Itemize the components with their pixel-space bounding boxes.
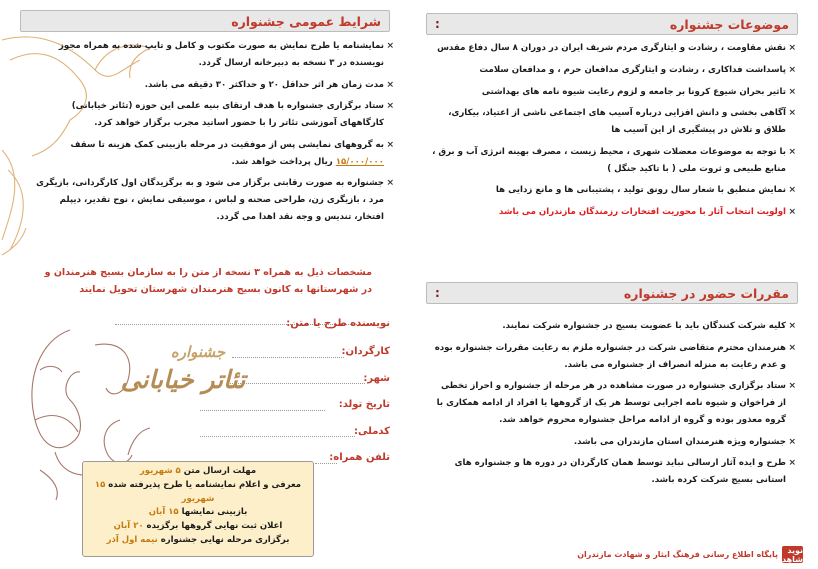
phone-line xyxy=(315,463,337,464)
condition-item: × مدت زمان هر اثر حداقل ۲۰ و حداکثر ۳۰ دقیقه می باشد. xyxy=(30,77,394,94)
birthdate-label: تاریخ تولد: xyxy=(338,399,390,410)
footer-logo-text: پایگاه اطلاع رسانی فرهنگ ایثار و شهادت مازندران xyxy=(577,550,778,559)
rule-item: × جشنواره ویژه هنرمندان استان مازندران می باشد. xyxy=(432,434,796,451)
swirl-ornament-icon xyxy=(2,150,26,255)
phone-label: تلفن همراه: xyxy=(329,452,390,463)
support-continuation: پرداخت خواهد شد. xyxy=(231,156,311,167)
support-currency: ریال xyxy=(313,156,333,167)
birthdate-line xyxy=(200,410,325,411)
navid-shahed-logo: نوید شاهد xyxy=(781,545,803,564)
general-conditions-title: شرایط عمومی جشنواره xyxy=(231,13,381,29)
general-conditions-list xyxy=(30,38,394,231)
topic-item: × آگاهی بخشی و دانش افزایی درباره آسیب های اجتماعی ناشی از اعتیاد، بیکاری، طلاق و تلاش در پیشگیری از این آسیب ها xyxy=(432,105,796,139)
topic-item: × پاسداشت فداکاری ، رشادت و ایثارگری مدافعان حرم ، و مدافعان سلامت xyxy=(432,62,796,79)
festival-name: تئاتر خیابانی xyxy=(120,365,246,394)
topics-header xyxy=(426,13,798,35)
priority-item: × اولویت انتخاب آثار با محوریت افتخارات رزمندگان مازندران می باشد xyxy=(432,204,796,221)
city-label: شهر: xyxy=(363,373,390,384)
rules-title: مقررات حضور در جشنواره xyxy=(623,285,789,301)
condition-item: × جشنواره به صورت رقابتی برگزار می شود و به برگزیدگان اول کارگردانی، بازیگری مرد ، بازیگری زن، طراحی صحنه و لباس ، موسیقی نمایش ، نوح تقدیر، دیپلم افتخار، تندیس و وجه نقد اهدا می گردد. xyxy=(30,175,394,225)
rule-item: × کلیه شرکت کنندگان باید با عضویت بسیج در جشنواره شرکت نمایند. xyxy=(432,318,796,335)
condition-item: × نمایشنامه یا طرح نمایش به صورت مکتوب و کامل و تایپ شده به همراه مجوز نویسنده در ۳ نسخه به دبیرخانه ارسال گردد. xyxy=(30,38,394,72)
national-code-label: کدملی: xyxy=(354,426,390,437)
rules-list xyxy=(432,318,796,494)
deadline-row: معرفی و اعلام نمایشنامه یا طرح پذیرفته شده ۱۵ شهریور xyxy=(94,479,302,504)
rule-item: × طرح و ایده آثار ارسالی نباید توسط همان کارگردان در دوره ها و جشنواره های استانی بسیج شرکت کرده باشد. xyxy=(432,455,796,489)
topic-item: × نقش مقاومت ، رشادت و ایثارگری مردم شریف ایران در دوران ۸ سال دفاع مقدس xyxy=(432,40,796,57)
deadline-row: بازبینی نمایشها ۱۵ آبان xyxy=(148,507,248,518)
general-conditions-header xyxy=(20,10,390,32)
director-label: کارگردان: xyxy=(341,346,390,357)
national-code-line xyxy=(200,436,355,437)
festival-label: جشنواره xyxy=(170,343,226,361)
topic-item: × نمایش منطبق با شعار سال رونق تولید ، پشتیبانی ها و مانع زدایی ها xyxy=(432,182,796,199)
topic-item: × تاثیر بحران شیوع کرونا بر جامعه و لزوم رعایت شیوه نامه های بهداشتی xyxy=(432,84,796,101)
support-text: به گروههای نمایشی پس از موفقیت در مرحله بازبینی کمک هزینه تا سقف xyxy=(70,139,384,150)
rule-item: × هنرمندان محترم متقاضی شرکت در جشنواره ملزم به رعایت مقررات جشنواره بوده و عدم رعایت به منزله انصراف از جشنواره می باشد. xyxy=(432,340,796,374)
topic-item: × با توجه به موضوعات معضلات شهری ، محیط زیست ، مصرف بهینه انرژی آب و برق ، منابع طبیعی و ثروت ملی ( با تاکید جنگل ) xyxy=(432,144,796,178)
topics-title: موضوعات جشنواره xyxy=(669,16,789,32)
deadline-row: اعلان ثبت نهایی گروهها برگزیده ۲۰ آبان xyxy=(113,521,283,532)
topics-list xyxy=(432,40,796,226)
deadline-row: مهلت ارسال متن ۵ شهریور xyxy=(139,466,257,476)
rules-header xyxy=(426,282,798,304)
support-amount: ۱۵/۰۰۰/۰۰۰ xyxy=(335,156,384,167)
deadline-row: برگزاری مرحله نهایی جشنواره نیمه اول آذر xyxy=(106,534,290,545)
header-separator: : xyxy=(435,286,440,300)
author-label: نویسنده طرح یا متن: xyxy=(286,318,390,329)
condition-item-support xyxy=(30,137,394,171)
deadlines-box xyxy=(82,461,314,557)
rule-item: × ستاد برگزاری جشنواره در صورت مشاهده در هر مرحله از جشنواره و احراز تخطی از فراخوان و شیوه نامه اجرایی توسط هر یک از گروهها یا افراد از ادامه همکاری با گروه معذور بوده و گروه از ادامه مراحل جشنواره محروم خواهد شد. xyxy=(432,378,796,428)
header-separator: : xyxy=(435,17,440,31)
submission-notice: مشخصات ذیل به همراه ۳ نسخه از متن را به سازمان بسیج هنرمندان و در شهرستانها به کانون بسیج هنرمندان شهرستان تحویل نمایند xyxy=(44,267,372,295)
condition-item: × ستاد برگزاری جشنواره با هدف ارتقای بنیه علمی این حوزه (تئاتر خیابانی) کارگاههای آموزشی تئاتر را با حضور اساتید مجرب برگزار خواهد کرد. xyxy=(30,98,394,132)
footer-logo[interactable] xyxy=(577,544,803,565)
